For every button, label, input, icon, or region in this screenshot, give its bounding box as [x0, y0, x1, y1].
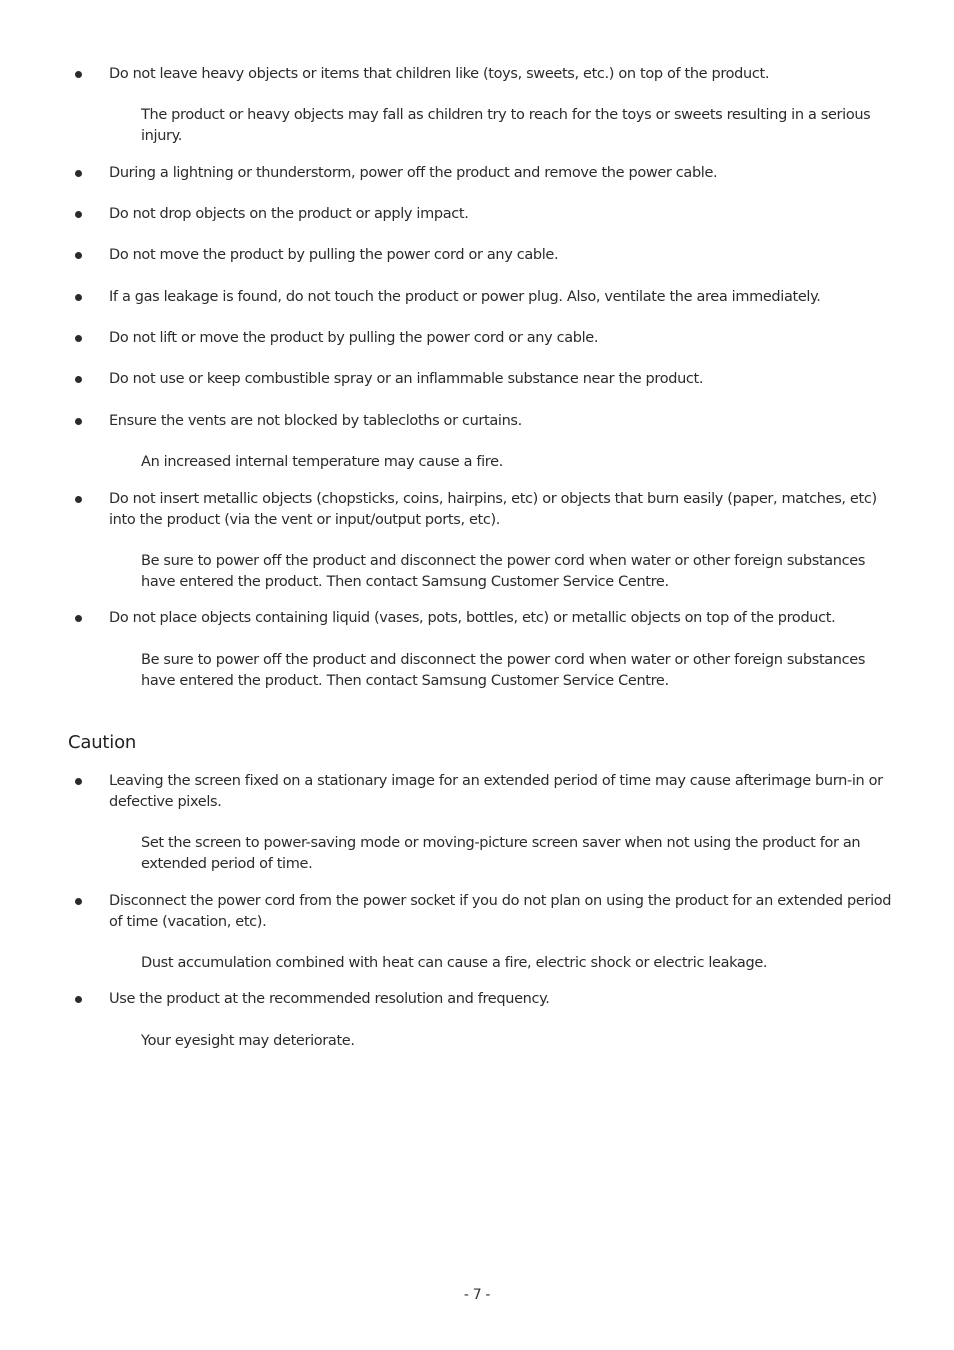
page-number: - 7 - — [463, 1287, 491, 1303]
item-note: Set the screen to power-saving mode or moving-picture screen saver when not using the product for an extended period of time. — [141, 835, 861, 872]
bullet-icon — [75, 898, 82, 905]
item-note: The product or heavy objects may fall as children try to reach for the toys or sweets resulting in a serious injury. — [141, 107, 871, 144]
bullet-icon — [75, 615, 82, 622]
list-item: Do not use or keep combustible spray or an inflammable substance near the product. — [109, 371, 704, 387]
list-item: During a lightning or thunderstorm, power off the product and remove the power cable. — [109, 165, 718, 181]
item-note: An increased internal temperature may cause a fire. — [141, 454, 503, 470]
bullet-icon — [75, 418, 82, 425]
bullet-icon — [75, 294, 82, 301]
list-item: Ensure the vents are not blocked by tablecloths or curtains. — [109, 413, 522, 429]
list-item: Leaving the screen fixed on a stationary image for an extended period of time may cause afterimage burn-in or defective pixels. — [109, 773, 883, 810]
list-item: Do not drop objects on the product or apply impact. — [109, 206, 469, 222]
list-item: Do not lift or move the product by pulling the power cord or any cable. — [109, 330, 599, 346]
list-item: Do not insert metallic objects (chopsticks, coins, hairpins, etc) or objects that burn easily (paper, matches, etc) into the product (via the vent or input/output ports, etc). — [109, 491, 877, 528]
list-item: Use the product at the recommended resolution and frequency. — [109, 991, 550, 1007]
bullet-icon — [75, 170, 82, 177]
item-note: Be sure to power off the product and disconnect the power cord when water or other foreign substances have entered the product. Then contact Samsung Customer Service Centre. — [141, 652, 866, 689]
bullet-icon — [75, 211, 82, 218]
bullet-icon — [75, 71, 82, 78]
list-item: Do not leave heavy objects or items that children like (toys, sweets, etc.) on top of the product. — [109, 66, 770, 82]
item-note: Be sure to power off the product and disconnect the power cord when water or other foreign substances have entered the product. Then contact Samsung Customer Service Centre. — [141, 553, 866, 590]
bullet-icon — [75, 376, 82, 383]
item-note: Dust accumulation combined with heat can cause a fire, electric shock or electric leakage. — [141, 955, 768, 971]
bullet-icon — [75, 496, 82, 503]
list-item: Do not place objects containing liquid (vases, pots, bottles, etc) or metallic objects on top of the product. — [109, 610, 836, 626]
section-heading-caution: Caution — [68, 732, 137, 753]
list-item: Do not move the product by pulling the power cord or any cable. — [109, 247, 559, 263]
bullet-icon — [75, 335, 82, 342]
item-note: Your eyesight may deteriorate. — [141, 1033, 355, 1049]
list-item: Disconnect the power cord from the power socket if you do not plan on using the product for an extended period of time (vacation, etc). — [109, 893, 892, 930]
bullet-icon — [75, 996, 82, 1003]
bullet-icon — [75, 252, 82, 259]
list-item: If a gas leakage is found, do not touch the product or power plug. Also, ventilate the area immediately. — [109, 289, 821, 305]
bullet-icon — [75, 778, 82, 785]
